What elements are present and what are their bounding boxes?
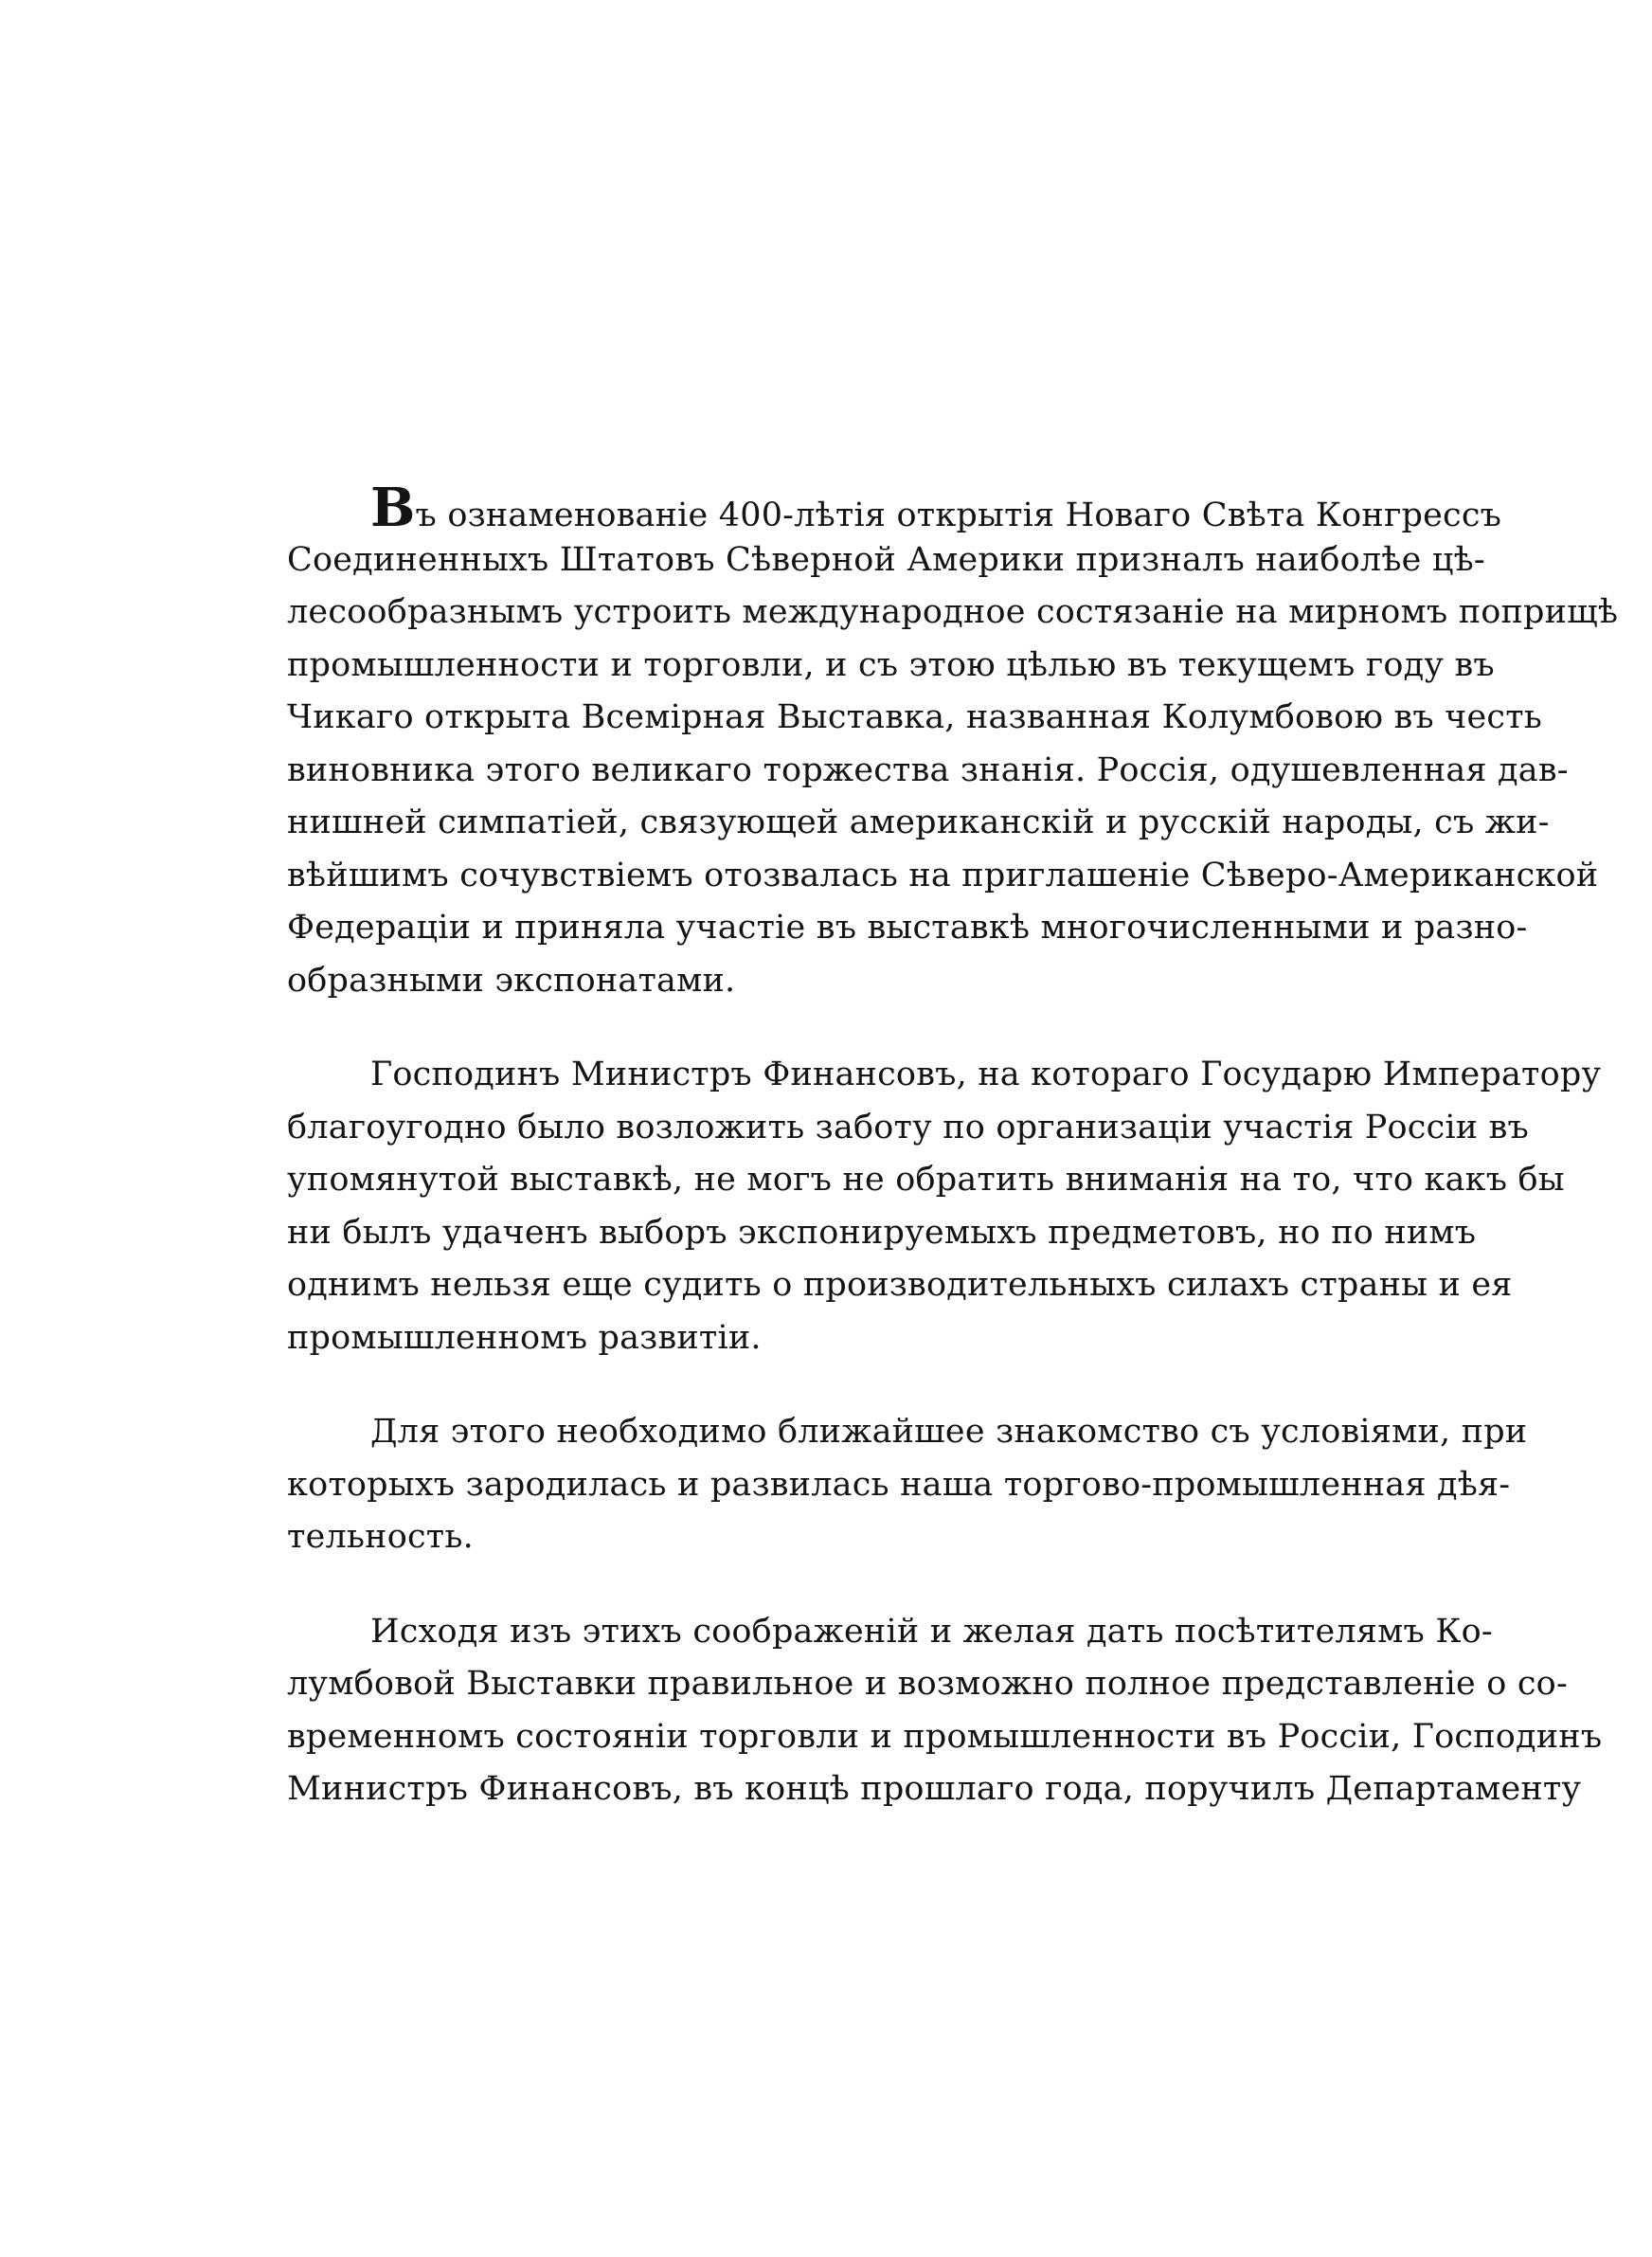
text-line: Соединенныхъ Штатовъ Сѣверной Америки призналъ наиболѣе цѣ- xyxy=(287,540,1485,579)
paragraph-2 xyxy=(287,1049,1602,1364)
text-line: Федераціи и приняла участіе въ выставкѣ многочисленными и разно- xyxy=(287,909,1528,947)
document-body xyxy=(287,477,1619,1858)
text-line: Господинъ Министръ Финансовъ, на котораго Государю Императору xyxy=(370,1056,1602,1093)
text-line: промышленномъ развитіи. xyxy=(287,1318,762,1357)
text-line: Министръ Финансовъ, въ концѣ прошлаго года, поручилъ Департаменту xyxy=(287,1770,1582,1808)
text-line: временномъ состояніи торговли и промышленности въ Россіи, Господинъ xyxy=(287,1717,1603,1756)
text-line: тельность. xyxy=(287,1518,474,1556)
text-line: однимъ нельзя еще судить о производительныхъ силахъ страны и ея xyxy=(287,1266,1513,1304)
text-line: Чикаго открыта Всемірная Выставка, названная Колумбовою въ честь xyxy=(287,698,1543,736)
text-line: упомянутой выставкѣ, не могъ не обратить вниманія на то, что какъ бы xyxy=(287,1161,1565,1199)
text-line: которыхъ зародилась и развилась наша торгово-промышленная дѣя- xyxy=(287,1465,1511,1504)
text-line: лумбовой Выставки правильное и возможно полное представленіе о со- xyxy=(287,1665,1568,1703)
paragraph-4 xyxy=(287,1606,1603,1816)
paragraph-3 xyxy=(287,1406,1528,1564)
text-line: образными экспонатами. xyxy=(287,961,736,1000)
text-line: нишней симпатіей, связующей американскій и русскій народы, съ жи- xyxy=(287,803,1550,841)
text-line: благоугодно было возложить заботу по организаціи участія Россіи въ xyxy=(287,1108,1530,1147)
text-line: вѣйшимъ сочувствіемъ отозвалась на приглашеніе Сѣверо-Американской xyxy=(287,856,1599,894)
text-line: Для этого необходимо ближайшее знакомство съ условіями, при xyxy=(370,1413,1528,1451)
drop-cap-letter: В xyxy=(370,477,416,539)
text-line: лесообразнымъ устроить международное состязаніе на мирномъ поприщѣ xyxy=(287,593,1619,631)
text-line: Исходя изъ этихъ соображеній и желая дать посѣтителямъ Ко- xyxy=(370,1612,1493,1651)
text-line: промышленности и торговли, и съ этою цѣлью въ текущемъ году въ xyxy=(287,645,1495,684)
text-line: ни былъ удаченъ выборъ экспонируемыхъ предметовъ, но по нимъ xyxy=(287,1213,1477,1252)
text-line: Въ ознаменованіе 400-лѣтія открытія Новаго Свѣта Конгрессъ xyxy=(370,477,1502,539)
text-line: виновника этого великаго торжества знанія. Россія, одушевленная дав- xyxy=(287,750,1569,789)
paragraph-1 xyxy=(287,477,1619,1007)
